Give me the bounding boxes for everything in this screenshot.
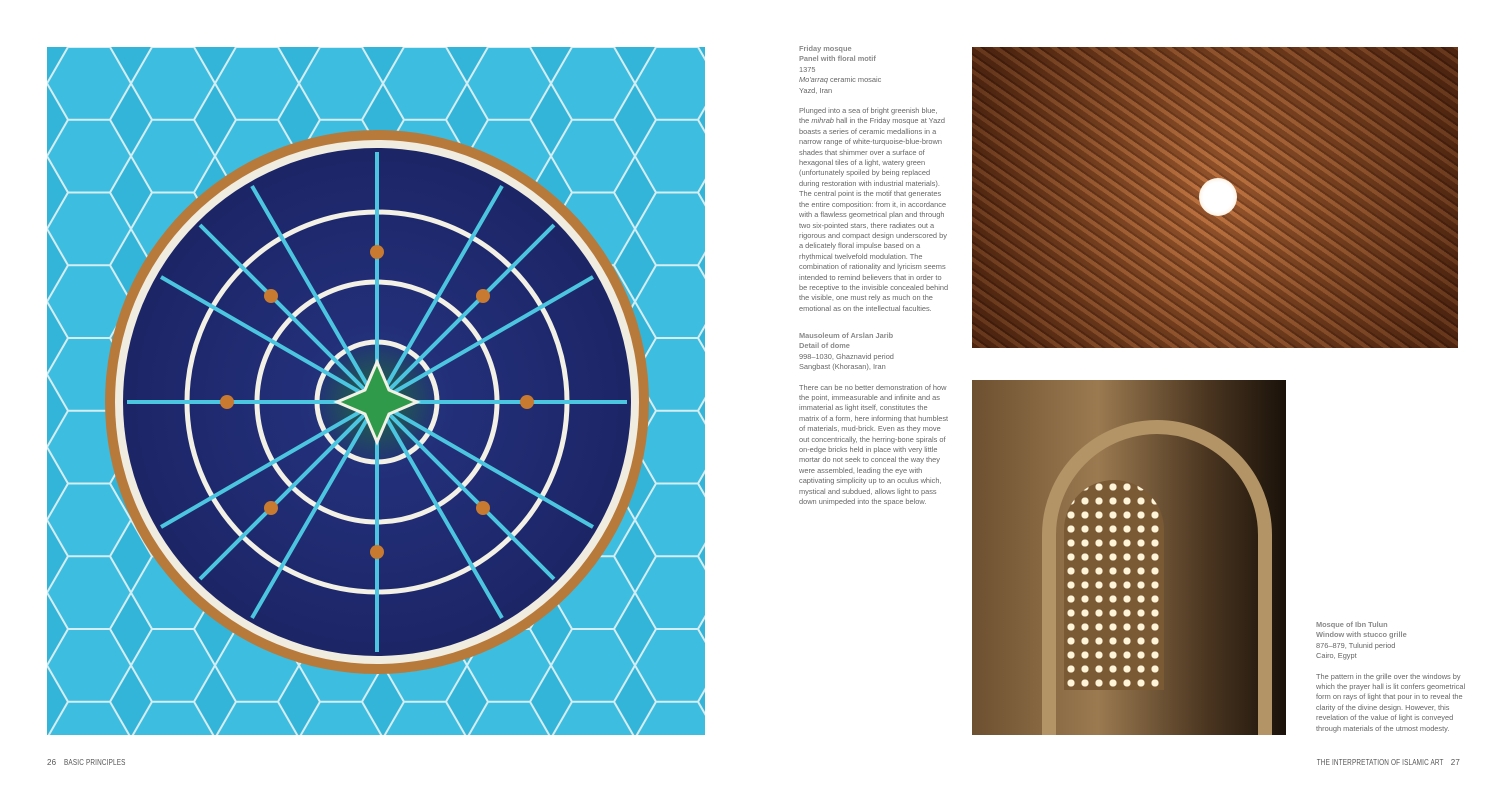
- oculus: [1199, 178, 1237, 216]
- caption-friday-mosque: [799, 44, 949, 314]
- caption-subtitle: Window with stucco grille: [1316, 630, 1407, 640]
- right-folio: [1285, 758, 1460, 767]
- caption-place: Sangbast (Khorasan), Iran: [799, 362, 886, 372]
- grille: [1064, 480, 1164, 690]
- tile-medallion-photo: [47, 47, 705, 735]
- running-head: BASIC PRINCIPLES: [63, 758, 126, 767]
- caption-ibn-tulun: [1316, 620, 1466, 734]
- caption-title: Mausoleum of Arslan Jarib: [799, 331, 894, 340]
- body-pre: Plunged into a sea of bright greenish blue, the: [799, 106, 938, 126]
- page-number: 26: [47, 758, 57, 767]
- body-italic: mihrab: [811, 116, 834, 126]
- running-head: THE INTERPRETATION OF ISLAMIC ART: [1316, 758, 1444, 767]
- caption-date: 876–879, Tulunid period: [1316, 640, 1396, 650]
- brick-dome-photo: [972, 47, 1458, 348]
- caption-arslan-jarib: [799, 331, 949, 508]
- caption-place: Cairo, Egypt: [1316, 651, 1357, 661]
- caption-body: [799, 106, 949, 314]
- left-folio: [47, 758, 141, 767]
- caption-subtitle: Panel with floral motif: [799, 54, 876, 64]
- medium-rest: ceramic mosaic: [827, 75, 882, 85]
- caption-place: Yazd, Iran: [799, 85, 833, 95]
- window-grille-photo: [972, 380, 1286, 735]
- caption-body: The pattern in the grille over the windows by which the prayer hall is lit confers geometrical form on rays of light that pour in to reveal the clarity of the divine design. However, this revelation of the value of light is conveyed through materials of the utmost modesty.: [1316, 671, 1466, 733]
- caption-date: 998–1030, Ghaznavid period: [799, 351, 894, 361]
- caption-medium: [799, 75, 949, 85]
- tile-medallion-graphic: [47, 47, 705, 735]
- caption-title: Friday mosque: [799, 44, 852, 53]
- page-number: 27: [1450, 758, 1460, 767]
- caption-date: 1375: [799, 64, 816, 74]
- medium-italic: Mo'arraq: [799, 75, 828, 85]
- caption-body: There can be no better demonstration of how the point, immeasurable and infinite and as immaterial as light itself, constitutes the matrix of a form, here informing that humblest of materials, mud-brick. Even as they move out concentrically, the herring-bone spirals of on-edge bricks held in place with very little mortar do not seek to conceal the way they were assembled, leading the eye with captivating simplicity up to an oculus which, mystical and subdued, allows light to pass down unimpeded into the space below.: [799, 382, 949, 507]
- caption-subtitle: Detail of dome: [799, 341, 850, 351]
- caption-title: Mosque of Ibn Tulun: [1316, 620, 1388, 629]
- body-post: hall in the Friday mosque at Yazd boasts a series of ceramic medallions in a narrow range of white-turquoise-blue-brown shades that shimmer over a surface of hexagonal tiles of a light, watery green (unfortunately spoiled by being replaced during restoration with industrial materials). The central point is the motif that generates the entire composition: from it, in accordance with a flawless geometrical plan and through two six-pointed stars, there radiates out a rigorous and compact design underscored by a delicately floral impulse based on a rhythmical twelvefold modulation. The combination of rationality and lyricism seems intended to remind believers that in order to be receptive to the invisible concealed behind the visible, one must rely as much on the emotional as on the intellectual faculties.: [799, 116, 949, 313]
